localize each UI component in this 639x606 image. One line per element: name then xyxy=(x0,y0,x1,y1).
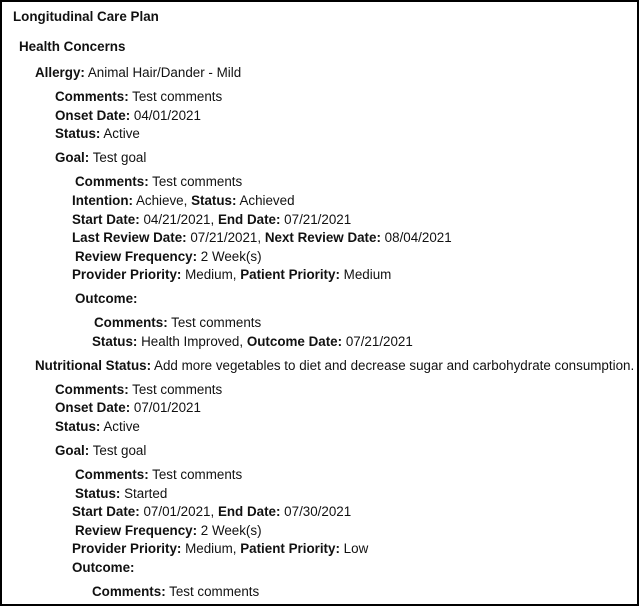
outcome-heading: Outcome: xyxy=(75,291,138,306)
concern-comments: Comments: Test comments xyxy=(55,89,223,104)
goal-dates: Start Date: 07/01/2021, End Date: 07/30/2021 xyxy=(72,504,352,519)
goal-review-frequency: Review Frequency: 2 Week(s) xyxy=(75,249,262,264)
concern-onset-date: Onset Date: 07/01/2021 xyxy=(55,400,201,415)
goal-dates: Start Date: 04/21/2021, End Date: 07/21/2021 xyxy=(72,212,352,227)
goal: Goal: Test goal xyxy=(55,443,147,458)
goal-status: Status: Started xyxy=(75,486,168,501)
concern-status: Status: Active xyxy=(55,126,140,141)
outcome-comments: Comments: Test comments xyxy=(92,584,260,599)
concern-onset-date: Onset Date: 04/01/2021 xyxy=(55,108,201,123)
goal-review-dates: Last Review Date: 07/21/2021, Next Review Date: 08/04/2021 xyxy=(72,230,452,245)
outcome-status-date: Status: Health Improved, Outcome Date: 07/21/2021 xyxy=(92,334,413,349)
section-heading: Health Concerns xyxy=(19,39,126,54)
goal-review-frequency: Review Frequency: 2 Week(s) xyxy=(75,523,262,538)
goal-intention-status: Intention: Achieve, Status: Achieved xyxy=(72,193,295,208)
document-title: Longitudinal Care Plan xyxy=(13,9,159,24)
goal-comments: Comments: Test comments xyxy=(75,467,243,482)
outcome-comments: Comments: Test comments xyxy=(94,315,262,330)
concern-comments: Comments: Test comments xyxy=(55,382,223,397)
concern-status: Status: Active xyxy=(55,419,140,434)
goal: Goal: Test goal xyxy=(55,150,147,165)
concern-allergy: Allergy: Animal Hair/Dander - Mild xyxy=(35,65,242,80)
goal-priorities: Provider Priority: Medium, Patient Priority: Medium xyxy=(72,267,392,282)
goal-comments: Comments: Test comments xyxy=(75,174,243,189)
outcome-heading: Outcome: xyxy=(72,560,135,575)
goal-priorities: Provider Priority: Medium, Patient Priority: Low xyxy=(72,541,369,556)
concern-nutritional-status: Nutritional Status: Add more vegetables to diet and decrease sugar and carbohydrate consumption. xyxy=(35,358,635,373)
